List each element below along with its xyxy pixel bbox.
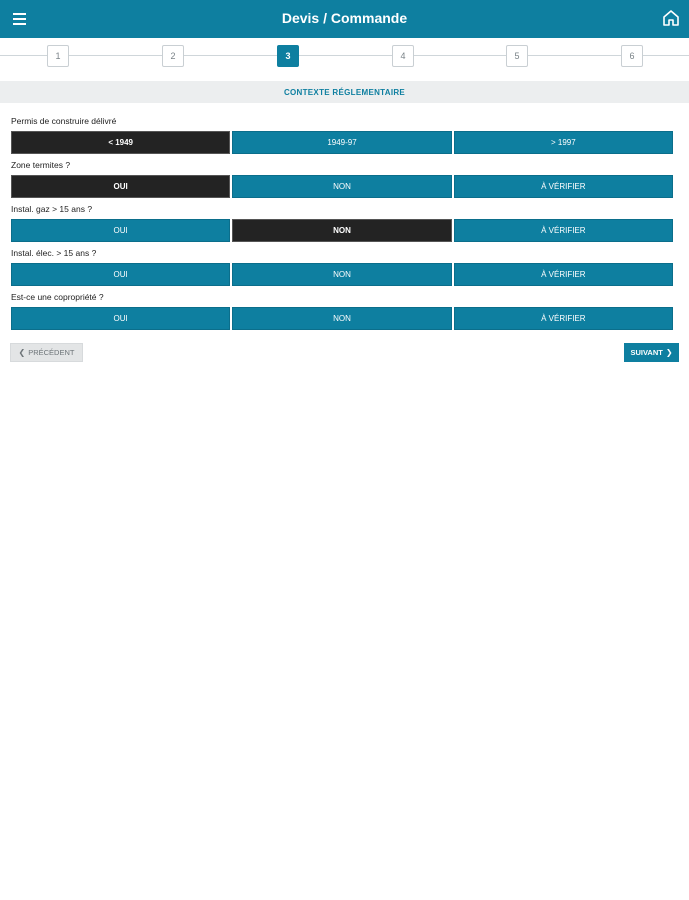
question-label-termites: Zone termites ? bbox=[11, 160, 71, 170]
home-icon[interactable] bbox=[661, 8, 681, 28]
options-permis bbox=[11, 131, 673, 154]
option-non[interactable]: NON bbox=[232, 175, 451, 198]
next-button-label: SUIVANT bbox=[630, 348, 663, 357]
step-5[interactable]: 5 bbox=[506, 45, 528, 67]
option-a-verifier[interactable]: À VÉRIFIER bbox=[454, 263, 673, 286]
stepper bbox=[0, 38, 689, 78]
option-a-verifier[interactable]: À VÉRIFIER bbox=[454, 307, 673, 330]
previous-button[interactable] bbox=[10, 343, 83, 362]
option-a-verifier[interactable]: À VÉRIFIER bbox=[454, 175, 673, 198]
option-oui[interactable]: OUI bbox=[11, 263, 230, 286]
question-label-copropriete: Est-ce une copropriété ? bbox=[11, 292, 104, 302]
question-label-elec: Instal. élec. > 15 ans ? bbox=[11, 248, 97, 258]
options-copropriete bbox=[11, 307, 673, 330]
page-title: Devis / Commande bbox=[281, 10, 408, 26]
question-label-gaz: Instal. gaz > 15 ans ? bbox=[11, 204, 93, 214]
option-oui[interactable]: OUI bbox=[11, 219, 230, 242]
option-non[interactable]: NON bbox=[232, 263, 451, 286]
stepper-line bbox=[0, 55, 689, 56]
section-title: CONTEXTE RÉGLEMENTAIRE bbox=[0, 81, 689, 103]
option-oui[interactable]: OUI bbox=[11, 307, 230, 330]
step-2[interactable]: 2 bbox=[162, 45, 184, 67]
options-gaz bbox=[11, 219, 673, 242]
option-after-1997[interactable]: > 1997 bbox=[454, 131, 673, 154]
options-termites bbox=[11, 175, 673, 198]
step-6[interactable]: 6 bbox=[621, 45, 643, 67]
option-non[interactable]: NON bbox=[232, 219, 451, 242]
options-elec bbox=[11, 263, 673, 286]
option-oui[interactable]: OUI bbox=[11, 175, 230, 198]
chevron-left-icon: ❮ bbox=[18, 347, 26, 357]
step-3-active[interactable]: 3 bbox=[277, 45, 299, 67]
previous-button-label: PRÉCÉDENT bbox=[28, 348, 75, 357]
option-1949-97[interactable]: 1949-97 bbox=[232, 131, 451, 154]
app-header bbox=[0, 0, 689, 38]
next-button[interactable] bbox=[624, 343, 679, 362]
option-non[interactable]: NON bbox=[232, 307, 451, 330]
step-4[interactable]: 4 bbox=[392, 45, 414, 67]
option-a-verifier[interactable]: À VÉRIFIER bbox=[454, 219, 673, 242]
chevron-right-icon: ❯ bbox=[665, 347, 673, 357]
question-label-permis: Permis de construire délivré bbox=[11, 116, 117, 126]
step-1[interactable]: 1 bbox=[47, 45, 69, 67]
option-before-1949[interactable]: < 1949 bbox=[11, 131, 230, 154]
